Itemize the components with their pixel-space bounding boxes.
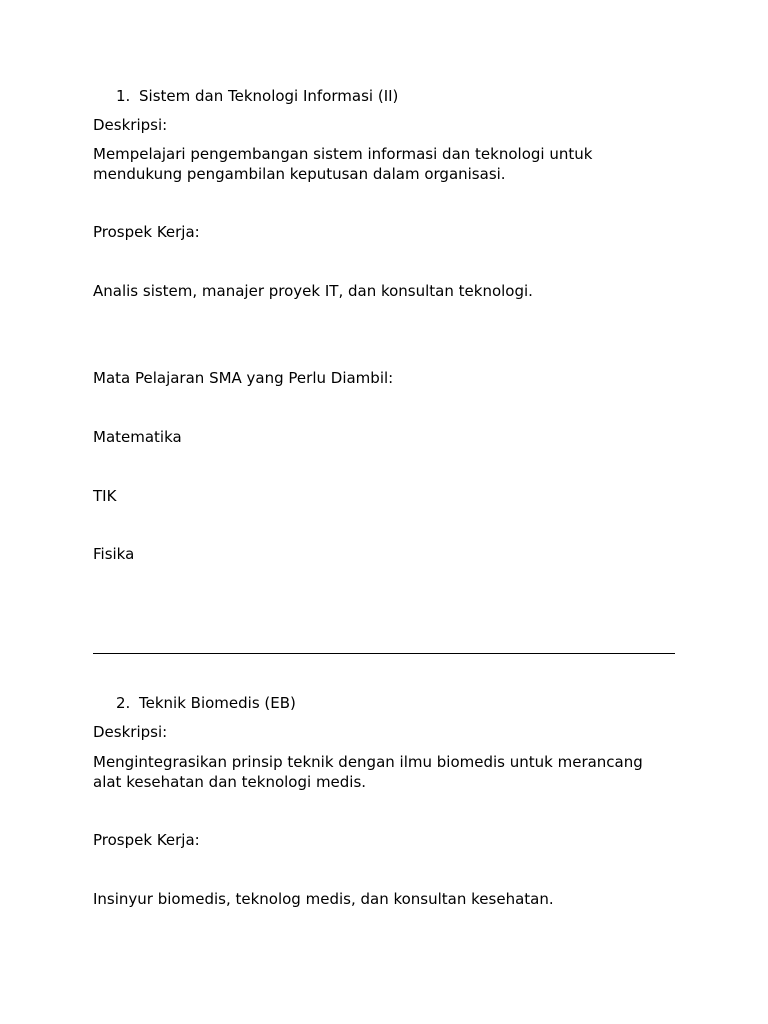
section-1-description-line-1: Mempelajari pengembangan sistem informasi dan teknologi untuk [93,145,593,163]
section-1-subject-3: Fisika [93,545,135,563]
horizontal-rule [93,653,675,654]
section-1-subject-1: Matematika [93,428,182,446]
section-1-subjects-label: Mata Pelajaran SMA yang Perlu Diambil: [93,369,394,387]
section-2-title: Teknik Biomedis (EB) [139,694,296,712]
section-1-description-line-2: mendukung pengambilan keputusan dalam organisasi. [93,165,506,183]
section-1-subject-2: TIK [93,487,117,505]
section-2-description-line-1: Mengintegrasikan prinsip teknik dengan ilmu biomedis untuk merancang [93,753,643,771]
section-1-title: Sistem dan Teknologi Informasi (II) [139,87,399,105]
section-2-description-line-2: alat kesehatan dan teknologi medis. [93,773,367,791]
section-1-career-label: Prospek Kerja: [93,223,200,241]
section-1-number: 1. [116,87,131,105]
section-1-career-text: Analis sistem, manajer proyek IT, dan konsultan teknologi. [93,282,533,300]
section-2-career-text: Insinyur biomedis, teknolog medis, dan konsultan kesehatan. [93,890,554,908]
section-1-description-label: Deskripsi: [93,116,168,134]
section-2-description-label: Deskripsi: [93,723,168,741]
section-2-career-label: Prospek Kerja: [93,831,200,849]
section-2-number: 2. [116,694,131,712]
